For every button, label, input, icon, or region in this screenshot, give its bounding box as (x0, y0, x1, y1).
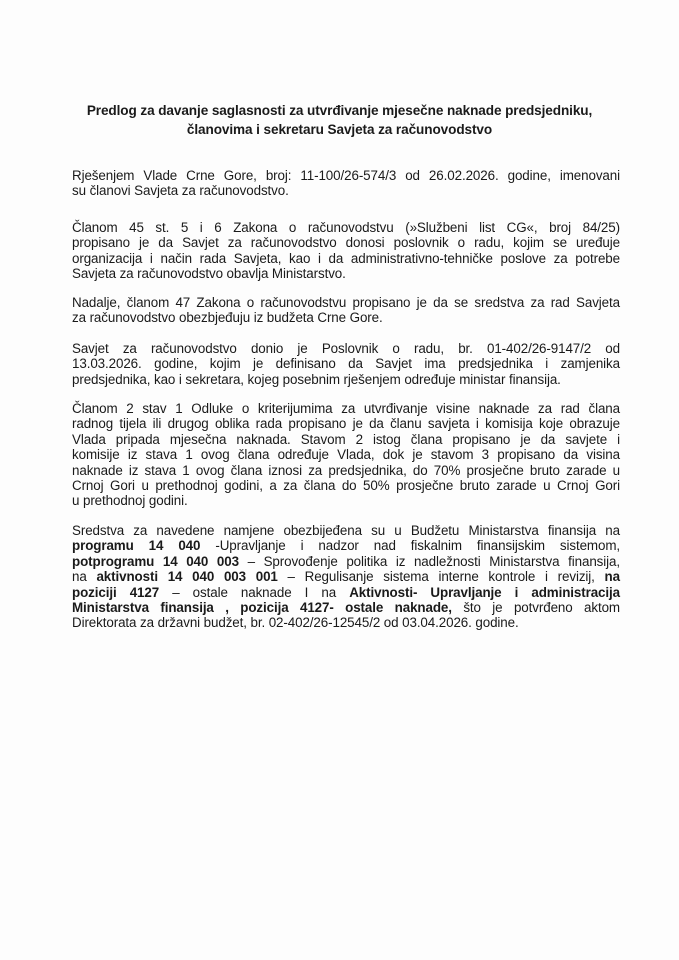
text-run: – ostale naknade I na (159, 584, 350, 600)
text-line (72, 585, 620, 600)
bold-subprogram: potprogramu 14 040 003 (72, 553, 239, 569)
text-line: za računovodstvo obezbjeđuju iz budžeta Crne Gore. (72, 310, 383, 326)
text-line: Nadalje, članom 47 Zakona o računovodstvu propisano je da se sredstva za rad Savjeta (72, 295, 620, 310)
text-line: Rješenjem Vlade Crne Gore, broj: 11-100/26-574/3 od 26.02.2026. godine, imenovani (72, 168, 620, 183)
paragraph-compensation-criteria (72, 401, 620, 509)
bold-ministry-position: Ministarstva finansija , pozicija 4127- ostale naknade, (72, 600, 452, 616)
text-line (72, 600, 620, 615)
text-line: Crnoj Gori u prethodnoj godini, a za člana do 50% prosječne bruto zarade u Crnoj Gori (72, 478, 620, 494)
bold-activity: aktivnosti 14 040 003 001 (96, 569, 278, 585)
paragraph-appointment (72, 168, 620, 199)
text-line: Članom 45 st. 5 i 6 Zakona o računovodstvu (»Službeni list CG«, broj 84/25) (72, 220, 620, 235)
text-line: predsjednika, kao i sekretara, kojeg posebnim rješenjem određuje ministar finansija. (72, 371, 561, 387)
text-line (72, 569, 620, 584)
text-run: -Upravljanje i nadzor nad fiskalnim finansijskim sistemom, (200, 538, 621, 554)
paragraph-rules-of-procedure (72, 341, 620, 387)
text-run: na (72, 569, 97, 585)
text-run: što je potvrđeno aktom (451, 600, 620, 616)
text-line: naknade iz stava 1 ovog člana iznosi za predsjednika, do 70% prosječne bruto zarade u (72, 462, 620, 478)
text-line: 13.03.2026. godine, kojim je definisano da Savjet ima predsjednika i zamjenika (72, 356, 620, 372)
title-line: članovima i sekretaru Savjeta za računovodstvo (186, 122, 493, 137)
bold-program: programu 14 040 (72, 538, 201, 554)
document-title (60, 101, 619, 139)
paragraph-article-47 (72, 295, 620, 326)
text-line (72, 554, 620, 569)
text-line: Članom 2 stav 1 Odluke o kriterijumima za utvrđivanje visine naknade za rad člana (72, 401, 620, 416)
bold-text: na (604, 569, 620, 585)
bold-activity-admin: Aktivnosti- Upravljanje i administracija (349, 584, 620, 600)
paragraph-budget-funding (72, 523, 620, 631)
title-line: Predlog za davanje saglasnosti za utvrđivanje mjesečne naknade predsjedniku, (86, 103, 593, 118)
paragraph-article-45 (72, 220, 620, 282)
text-line: Direktorata za državni budžet, br. 02-402/26-12545/2 od 03.04.2026. godine. (72, 615, 519, 631)
text-line: Sredstva za navedene namjene obezbijeđena su u Budžetu Ministarstva finansija na (72, 523, 620, 538)
text-line: su članovi Savjeta za računovodstvo. (72, 183, 289, 199)
bold-position: poziciji 4127 (72, 584, 160, 600)
text-line: Vlada pripada mjesečna naknada. Stavom 2 istog člana propisano je da savjete i (72, 431, 620, 447)
text-line: komisije iz stava 1 ovog člana određuje Vlada, dok je stavom 3 propisano da visina (72, 447, 620, 463)
text-run: – Sprovođenje politika iz nadležnosti Ministarstva finansija, (238, 553, 620, 569)
text-line: u prethodnoj godini. (72, 493, 188, 509)
text-line: organizacija i način rada Savjeta, kao i da administrativno-tehničke poslove za potrebe (72, 250, 620, 266)
text-line: radnog tijela ili drugog oblika rada propisano je da članu savjeta i komisija koje obrazuje (72, 416, 620, 432)
text-line: Savjet za računovodstvo donio je Poslovnik o radu, br. 01-402/26-9147/2 od (72, 341, 620, 356)
text-line: Savjeta za računovodstvo obavlja Ministarstvo. (72, 266, 346, 282)
text-run: – Regulisanje sistema interne kontrole i revizij, (277, 569, 605, 585)
text-line: propisano je da Savjet za računovodstvo donosi poslovnik o radu, kojim se uređuje (72, 235, 620, 251)
text-line (72, 538, 620, 553)
